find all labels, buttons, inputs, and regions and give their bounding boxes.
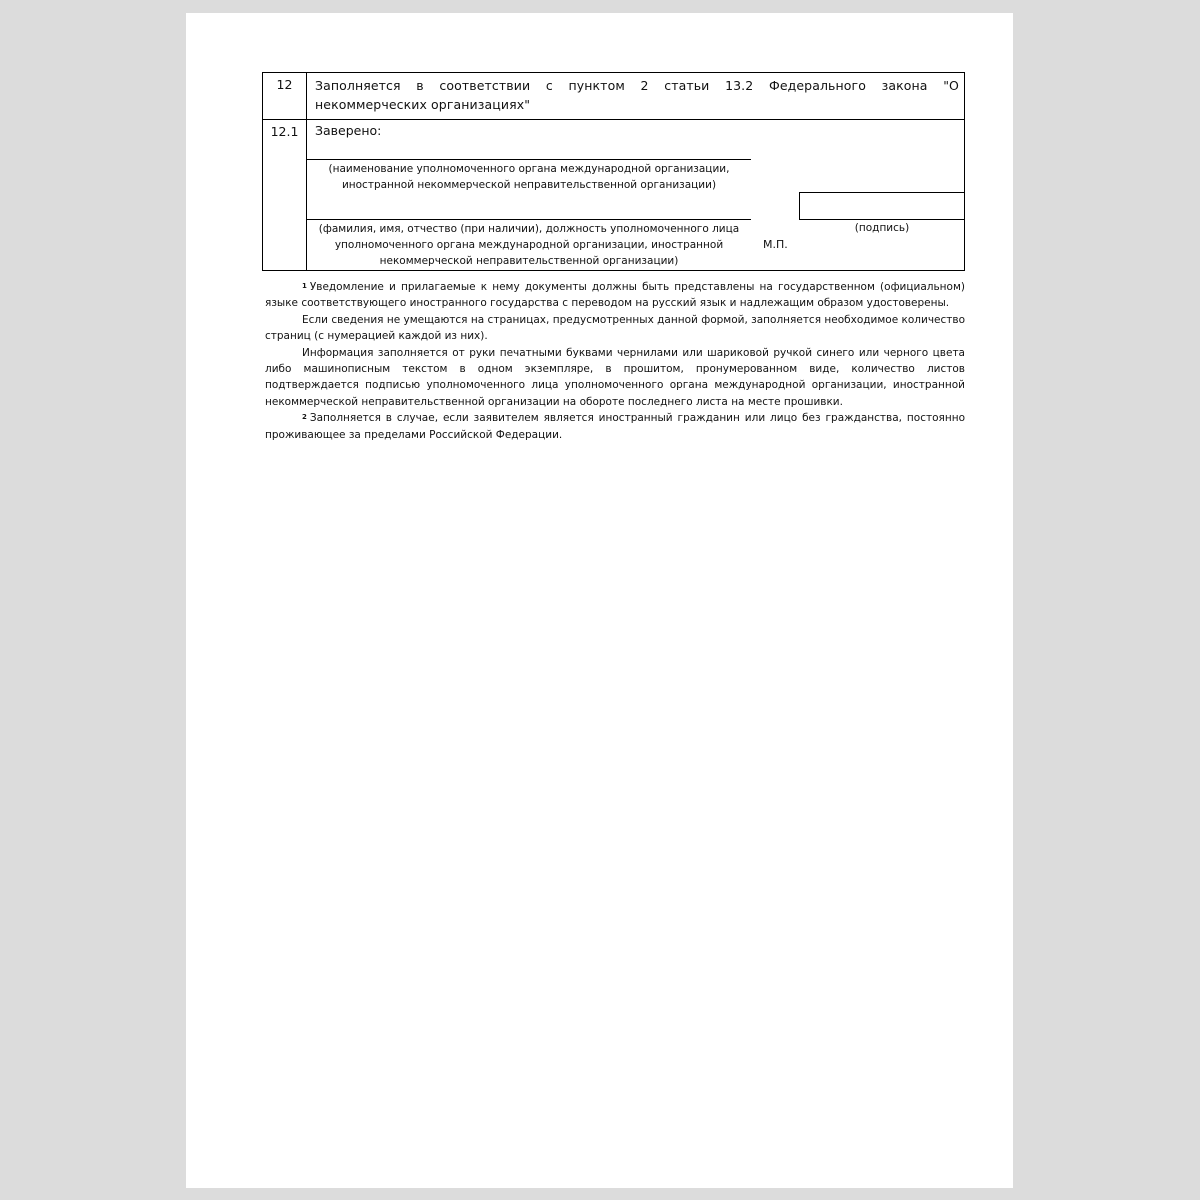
certified-label: Заверено: bbox=[315, 123, 382, 138]
org-name-caption: (наименование уполномоченного органа международной организации, иностранной некоммерческой неправительственной организации) bbox=[328, 163, 730, 191]
row-12-1-number: 12.1 bbox=[270, 124, 299, 139]
footnote-text: Уведомление и прилагаемые к нему документы должны быть представлены на государственном (официальном) языке соответствующего иностранного государства с переводом на русский язык и надлежащим образом удостоверены. bbox=[265, 281, 965, 310]
person-name-field-line[interactable] bbox=[307, 219, 751, 220]
footnote-marker: 1 bbox=[302, 282, 307, 290]
seal-mark: М.П. bbox=[763, 238, 788, 251]
form-table bbox=[262, 72, 965, 271]
footnote-1-continued bbox=[265, 345, 965, 411]
row-divider bbox=[263, 119, 964, 120]
footnote-1 bbox=[265, 279, 965, 312]
footnote-text: Информация заполняется от руки печатными буквами чернилами или шариковой ручкой синего или черного цвета либо машинописным текстом в одном экземпляре, в прошитом, пронумерованном виде, количество листов подтверждается подписью уполномоченного лица уполномоченного органа международной организации, иностранной некоммерческой неправительственной организации на обороте последнего листа на месте прошивки. bbox=[265, 346, 965, 408]
signature-caption: (подпись) bbox=[854, 222, 910, 234]
footnote-1-continued bbox=[265, 312, 965, 345]
org-name-field-line[interactable] bbox=[307, 159, 751, 160]
row-12-text: Заполняется в соответствии с пунктом 2 статьи 13.2 Федерального закона "О некоммерческих организациях" bbox=[315, 78, 959, 112]
footnote-marker: 2 bbox=[302, 413, 307, 422]
person-name-caption: (фамилия, имя, отчество (при наличии), должность уполномоченного лица уполномоченного органа международной организации, иностранной некоммерческой неправительственной организации) bbox=[318, 223, 740, 267]
signature-field[interactable] bbox=[799, 192, 965, 220]
row-12-number: 12 bbox=[276, 77, 293, 92]
footnote-2 bbox=[265, 410, 965, 443]
footnote-text: Заполняется в случае, если заявителем является иностранный гражданин или лицо без гражданства, постоянно проживающее за пределами Российской Федерации. bbox=[265, 412, 965, 441]
footnote-text: Если сведения не умещаются на страницах, предусмотренных данной формой, заполняется необходимое количество страниц (с нумерацией каждой из них). bbox=[265, 313, 965, 343]
document-page bbox=[186, 13, 1013, 1188]
footnotes bbox=[265, 279, 965, 443]
